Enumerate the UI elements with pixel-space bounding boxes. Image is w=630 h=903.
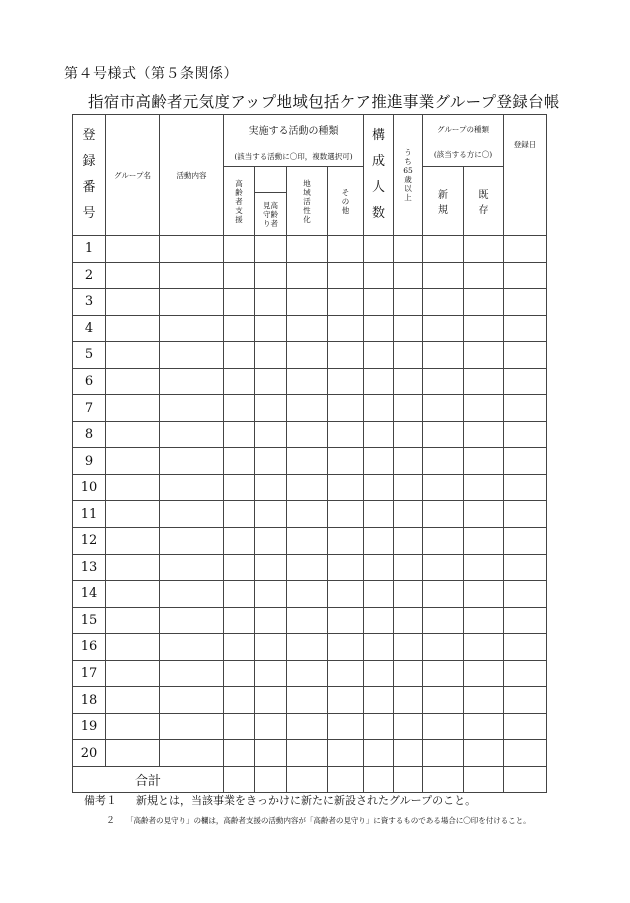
form-number-label: 第４号様式（第５条関係）	[64, 66, 238, 82]
table-row	[73, 528, 547, 555]
cell-new[interactable]	[423, 289, 464, 316]
cell-member-count[interactable]	[364, 740, 394, 767]
cell-elderly-watch[interactable]	[255, 581, 287, 608]
cell-elderly-watch[interactable]	[255, 315, 287, 342]
cell-other[interactable]	[328, 740, 364, 767]
cell-over-65[interactable]	[394, 421, 423, 448]
cell-community[interactable]	[287, 634, 328, 661]
remark-2-text: 「高齢者の見守り」の欄は，高齢者支援の活動内容が「高齢者の見守り」に資するものである場合に〇印を付けること。	[126, 816, 531, 825]
header-registration-date: 登録日	[504, 115, 547, 236]
cell-other[interactable]	[328, 607, 364, 634]
row-number: 9	[73, 448, 106, 475]
cell-community[interactable]	[287, 607, 328, 634]
cell-group-name[interactable]	[106, 740, 160, 767]
cell-elderly-support[interactable]	[224, 687, 255, 714]
cell-elderly-watch[interactable]	[255, 501, 287, 528]
row-number: 8	[73, 421, 106, 448]
cell-member-count[interactable]	[364, 368, 394, 395]
remarks	[84, 792, 544, 826]
header-registration-number: 登 録 番 号	[73, 115, 106, 236]
cell-member-count[interactable]	[364, 421, 394, 448]
cell-existing[interactable]	[464, 581, 504, 608]
cell-activity-content[interactable]	[160, 607, 224, 634]
cell-community[interactable]	[287, 740, 328, 767]
remark-2-tag: ２	[106, 816, 115, 826]
cell-existing[interactable]	[464, 395, 504, 422]
cell-elderly-support[interactable]	[224, 421, 255, 448]
cell-elderly-watch[interactable]	[255, 421, 287, 448]
header-activity-content: 活動内容	[160, 115, 224, 236]
cell-other[interactable]	[328, 687, 364, 714]
cell-total-registration-date[interactable]	[504, 766, 547, 793]
cell-other[interactable]	[328, 262, 364, 289]
cell-registration-date[interactable]	[504, 342, 547, 369]
cell-elderly-support[interactable]	[224, 342, 255, 369]
registration-table	[72, 114, 547, 793]
cell-activity-content[interactable]	[160, 421, 224, 448]
cell-existing[interactable]	[464, 740, 504, 767]
total-label: 合計	[73, 766, 224, 793]
cell-elderly-watch[interactable]	[255, 607, 287, 634]
cell-new[interactable]	[423, 474, 464, 501]
cell-elderly-support[interactable]	[224, 474, 255, 501]
cell-member-count[interactable]	[364, 501, 394, 528]
cell-activity-content[interactable]	[160, 740, 224, 767]
cell-other[interactable]	[328, 289, 364, 316]
cell-registration-date[interactable]	[504, 289, 547, 316]
cell-other[interactable]	[328, 501, 364, 528]
cell-activity-content[interactable]	[160, 262, 224, 289]
cell-member-count[interactable]	[364, 581, 394, 608]
cell-member-count[interactable]	[364, 528, 394, 555]
cell-elderly-watch[interactable]	[255, 262, 287, 289]
cell-member-count[interactable]	[364, 713, 394, 740]
row-number: 5	[73, 342, 106, 369]
table-row	[73, 713, 547, 740]
remark-1-tag: 備考１	[84, 794, 117, 807]
cell-group-name[interactable]	[106, 421, 160, 448]
cell-new[interactable]	[423, 554, 464, 581]
header-watch-blank	[255, 167, 287, 193]
cell-existing[interactable]	[464, 607, 504, 634]
cell-group-name[interactable]	[106, 634, 160, 661]
cell-existing[interactable]	[464, 554, 504, 581]
cell-registration-date[interactable]	[504, 554, 547, 581]
cell-activity-content[interactable]	[160, 368, 224, 395]
cell-group-name[interactable]	[106, 368, 160, 395]
cell-existing[interactable]	[464, 289, 504, 316]
header-group-name: グループ名	[106, 115, 160, 236]
cell-new[interactable]	[423, 342, 464, 369]
cell-other[interactable]	[328, 581, 364, 608]
table-row	[73, 740, 547, 767]
header-member-count: 構 成 人 数	[364, 115, 394, 236]
cell-elderly-support[interactable]	[224, 581, 255, 608]
cell-total-member-count[interactable]	[364, 766, 394, 793]
cell-existing[interactable]	[464, 448, 504, 475]
total-row	[73, 766, 547, 793]
cell-over-65[interactable]	[394, 342, 423, 369]
cell-other[interactable]	[328, 315, 364, 342]
cell-activity-content[interactable]	[160, 687, 224, 714]
cell-community[interactable]	[287, 474, 328, 501]
cell-total-elderly-watch[interactable]	[255, 766, 287, 793]
cell-over-65[interactable]	[394, 528, 423, 555]
cell-existing[interactable]	[464, 342, 504, 369]
cell-new[interactable]	[423, 528, 464, 555]
cell-total-over-65[interactable]	[394, 766, 423, 793]
cell-activity-content[interactable]	[160, 528, 224, 555]
cell-existing[interactable]	[464, 501, 504, 528]
header-activity-type: 実施する活動の種類 (該当する活動に〇印，複数選択可)	[224, 115, 364, 167]
row-number: 3	[73, 289, 106, 316]
cell-community[interactable]	[287, 554, 328, 581]
cell-registration-date[interactable]	[504, 421, 547, 448]
cell-activity-content[interactable]	[160, 448, 224, 475]
header-existing: 既 存	[464, 167, 504, 236]
cell-registration-date[interactable]	[504, 634, 547, 661]
cell-community[interactable]	[287, 236, 328, 263]
cell-community[interactable]	[287, 713, 328, 740]
row-number: 19	[73, 713, 106, 740]
cell-new[interactable]	[423, 421, 464, 448]
cell-elderly-watch[interactable]	[255, 713, 287, 740]
row-number: 20	[73, 740, 106, 767]
cell-elderly-watch[interactable]	[255, 395, 287, 422]
row-number: 17	[73, 660, 106, 687]
cell-group-name[interactable]	[106, 342, 160, 369]
table-row	[73, 581, 547, 608]
cell-new[interactable]	[423, 501, 464, 528]
cell-existing[interactable]	[464, 713, 504, 740]
cell-over-65[interactable]	[394, 554, 423, 581]
cell-group-name[interactable]	[106, 474, 160, 501]
cell-total-existing[interactable]	[464, 766, 504, 793]
cell-community[interactable]	[287, 448, 328, 475]
cell-elderly-support[interactable]	[224, 713, 255, 740]
cell-existing[interactable]	[464, 315, 504, 342]
cell-over-65[interactable]	[394, 740, 423, 767]
cell-over-65[interactable]	[394, 713, 423, 740]
cell-over-65[interactable]	[394, 474, 423, 501]
cell-member-count[interactable]	[364, 262, 394, 289]
cell-elderly-support[interactable]	[224, 368, 255, 395]
cell-activity-content[interactable]	[160, 501, 224, 528]
cell-community[interactable]	[287, 421, 328, 448]
remark-1	[84, 792, 544, 808]
cell-activity-content[interactable]	[160, 395, 224, 422]
cell-new[interactable]	[423, 713, 464, 740]
cell-registration-date[interactable]	[504, 528, 547, 555]
cell-new[interactable]	[423, 448, 464, 475]
cell-other[interactable]	[328, 448, 364, 475]
cell-group-name[interactable]	[106, 687, 160, 714]
cell-over-65[interactable]	[394, 262, 423, 289]
header-community-revitalization: 地 域 活 性 化	[287, 167, 328, 236]
cell-member-count[interactable]	[364, 634, 394, 661]
cell-over-65[interactable]	[394, 501, 423, 528]
cell-registration-date[interactable]	[504, 607, 547, 634]
cell-activity-content[interactable]	[160, 342, 224, 369]
cell-over-65[interactable]	[394, 315, 423, 342]
cell-community[interactable]	[287, 368, 328, 395]
cell-registration-date[interactable]	[504, 236, 547, 263]
cell-member-count[interactable]	[364, 607, 394, 634]
table-row	[73, 368, 547, 395]
header-elderly-support: 高 齢 者 支 援	[224, 167, 255, 236]
header-other: そ の 他	[328, 167, 364, 236]
cell-existing[interactable]	[464, 262, 504, 289]
cell-over-65[interactable]	[394, 581, 423, 608]
cell-elderly-watch[interactable]	[255, 634, 287, 661]
row-number: 1	[73, 236, 106, 263]
cell-over-65[interactable]	[394, 395, 423, 422]
cell-community[interactable]	[287, 289, 328, 316]
cell-existing[interactable]	[464, 528, 504, 555]
cell-community[interactable]	[287, 342, 328, 369]
table-row	[73, 687, 547, 714]
cell-activity-content[interactable]	[160, 554, 224, 581]
cell-over-65[interactable]	[394, 634, 423, 661]
cell-member-count[interactable]	[364, 236, 394, 263]
cell-elderly-support[interactable]	[224, 634, 255, 661]
cell-existing[interactable]	[464, 660, 504, 687]
cell-new[interactable]	[423, 236, 464, 263]
cell-elderly-support[interactable]	[224, 315, 255, 342]
remark-1-text: 新規とは，当該事業をきっかけに新たに新設されたグループのこと。	[136, 794, 477, 807]
cell-activity-content[interactable]	[160, 660, 224, 687]
cell-elderly-watch[interactable]	[255, 660, 287, 687]
cell-activity-content[interactable]	[160, 474, 224, 501]
cell-other[interactable]	[328, 528, 364, 555]
cell-activity-content[interactable]	[160, 289, 224, 316]
cell-other[interactable]	[328, 342, 364, 369]
cell-elderly-watch[interactable]	[255, 342, 287, 369]
cell-group-name[interactable]	[106, 395, 160, 422]
cell-over-65[interactable]	[394, 687, 423, 714]
row-number: 18	[73, 687, 106, 714]
cell-group-name[interactable]	[106, 448, 160, 475]
cell-elderly-support[interactable]	[224, 262, 255, 289]
table-row	[73, 634, 547, 661]
cell-activity-content[interactable]	[160, 713, 224, 740]
cell-registration-date[interactable]	[504, 474, 547, 501]
cell-other[interactable]	[328, 236, 364, 263]
cell-new[interactable]	[423, 660, 464, 687]
cell-new[interactable]	[423, 687, 464, 714]
cell-new[interactable]	[423, 607, 464, 634]
cell-total-other[interactable]	[328, 766, 364, 793]
cell-group-name[interactable]	[106, 554, 160, 581]
cell-new[interactable]	[423, 634, 464, 661]
row-number: 13	[73, 554, 106, 581]
cell-new[interactable]	[423, 740, 464, 767]
cell-other[interactable]	[328, 554, 364, 581]
table-row	[73, 342, 547, 369]
cell-other[interactable]	[328, 395, 364, 422]
cell-elderly-watch[interactable]	[255, 740, 287, 767]
cell-total-elderly-support[interactable]	[224, 766, 255, 793]
table-row	[73, 448, 547, 475]
cell-other[interactable]	[328, 474, 364, 501]
row-number: 2	[73, 262, 106, 289]
cell-elderly-watch[interactable]	[255, 448, 287, 475]
cell-registration-date[interactable]	[504, 262, 547, 289]
table-row	[73, 262, 547, 289]
cell-community[interactable]	[287, 581, 328, 608]
cell-group-name[interactable]	[106, 660, 160, 687]
cell-activity-content[interactable]	[160, 315, 224, 342]
cell-member-count[interactable]	[364, 448, 394, 475]
header-group-type: グループの種類 (該当する方に〇)	[423, 115, 504, 167]
cell-community[interactable]	[287, 395, 328, 422]
cell-registration-date[interactable]	[504, 660, 547, 687]
cell-elderly-watch[interactable]	[255, 368, 287, 395]
cell-elderly-support[interactable]	[224, 607, 255, 634]
cell-registration-date[interactable]	[504, 395, 547, 422]
cell-group-name[interactable]	[106, 289, 160, 316]
row-number: 15	[73, 607, 106, 634]
cell-group-name[interactable]	[106, 236, 160, 263]
cell-other[interactable]	[328, 660, 364, 687]
cell-community[interactable]	[287, 315, 328, 342]
cell-over-65[interactable]	[394, 607, 423, 634]
cell-member-count[interactable]	[364, 315, 394, 342]
cell-community[interactable]	[287, 687, 328, 714]
cell-group-name[interactable]	[106, 581, 160, 608]
cell-group-name[interactable]	[106, 262, 160, 289]
cell-group-name[interactable]	[106, 607, 160, 634]
cell-existing[interactable]	[464, 368, 504, 395]
cell-member-count[interactable]	[364, 474, 394, 501]
cell-other[interactable]	[328, 634, 364, 661]
table-row	[73, 501, 547, 528]
cell-other[interactable]	[328, 421, 364, 448]
table-row	[73, 395, 547, 422]
cell-existing[interactable]	[464, 236, 504, 263]
table-row	[73, 315, 547, 342]
cell-community[interactable]	[287, 262, 328, 289]
cell-registration-date[interactable]	[504, 448, 547, 475]
cell-elderly-support[interactable]	[224, 448, 255, 475]
cell-community[interactable]	[287, 528, 328, 555]
table-row	[73, 421, 547, 448]
cell-over-65[interactable]	[394, 660, 423, 687]
cell-activity-content[interactable]	[160, 236, 224, 263]
cell-elderly-watch[interactable]	[255, 236, 287, 263]
cell-elderly-support[interactable]	[224, 501, 255, 528]
cell-member-count[interactable]	[364, 687, 394, 714]
header-new: 新 規	[423, 167, 464, 236]
cell-existing[interactable]	[464, 687, 504, 714]
cell-over-65[interactable]	[394, 448, 423, 475]
cell-existing[interactable]	[464, 634, 504, 661]
cell-new[interactable]	[423, 262, 464, 289]
cell-new[interactable]	[423, 315, 464, 342]
cell-group-name[interactable]	[106, 713, 160, 740]
cell-registration-date[interactable]	[504, 581, 547, 608]
row-number: 12	[73, 528, 106, 555]
cell-new[interactable]	[423, 368, 464, 395]
cell-elderly-support[interactable]	[224, 660, 255, 687]
cell-elderly-support[interactable]	[224, 236, 255, 263]
row-number: 7	[73, 395, 106, 422]
cell-total-community[interactable]	[287, 766, 328, 793]
cell-elderly-support[interactable]	[224, 395, 255, 422]
cell-elderly-watch[interactable]	[255, 528, 287, 555]
cell-over-65[interactable]	[394, 368, 423, 395]
cell-registration-date[interactable]	[504, 687, 547, 714]
row-number: 11	[73, 501, 106, 528]
remark-2	[106, 813, 544, 826]
header-elderly-watch: 見高 守齢 り者	[255, 193, 287, 236]
row-number: 16	[73, 634, 106, 661]
cell-group-name[interactable]	[106, 528, 160, 555]
row-number: 4	[73, 315, 106, 342]
cell-member-count[interactable]	[364, 289, 394, 316]
cell-registration-date[interactable]	[504, 713, 547, 740]
table-row	[73, 236, 547, 263]
table-row	[73, 607, 547, 634]
cell-registration-date[interactable]	[504, 315, 547, 342]
cell-activity-content[interactable]	[160, 634, 224, 661]
cell-activity-content[interactable]	[160, 581, 224, 608]
cell-registration-date[interactable]	[504, 501, 547, 528]
cell-total-new[interactable]	[423, 766, 464, 793]
document-title: 指宿市高齢者元気度アップ地域包括ケア推進事業グループ登録台帳	[88, 93, 560, 111]
cell-community[interactable]	[287, 501, 328, 528]
cell-member-count[interactable]	[364, 395, 394, 422]
cell-new[interactable]	[423, 395, 464, 422]
table-row	[73, 474, 547, 501]
table-row	[73, 289, 547, 316]
row-number: 6	[73, 368, 106, 395]
cell-registration-date[interactable]	[504, 368, 547, 395]
cell-member-count[interactable]	[364, 554, 394, 581]
cell-over-65[interactable]	[394, 236, 423, 263]
cell-existing[interactable]	[464, 474, 504, 501]
table-row	[73, 554, 547, 581]
cell-other[interactable]	[328, 368, 364, 395]
cell-over-65[interactable]	[394, 289, 423, 316]
cell-elderly-watch[interactable]	[255, 474, 287, 501]
cell-elderly-watch[interactable]	[255, 289, 287, 316]
cell-elderly-support[interactable]	[224, 289, 255, 316]
header-over-65: う ち 65 歳 以 上	[394, 115, 423, 236]
cell-elderly-watch[interactable]	[255, 687, 287, 714]
cell-community[interactable]	[287, 660, 328, 687]
cell-existing[interactable]	[464, 421, 504, 448]
cell-member-count[interactable]	[364, 660, 394, 687]
cell-other[interactable]	[328, 713, 364, 740]
row-number: 10	[73, 474, 106, 501]
cell-elderly-support[interactable]	[224, 740, 255, 767]
cell-member-count[interactable]	[364, 342, 394, 369]
cell-elderly-support[interactable]	[224, 528, 255, 555]
cell-group-name[interactable]	[106, 501, 160, 528]
cell-elderly-watch[interactable]	[255, 554, 287, 581]
row-number: 14	[73, 581, 106, 608]
cell-elderly-support[interactable]	[224, 554, 255, 581]
cell-group-name[interactable]	[106, 315, 160, 342]
cell-new[interactable]	[423, 581, 464, 608]
cell-registration-date[interactable]	[504, 740, 547, 767]
table-row	[73, 660, 547, 687]
